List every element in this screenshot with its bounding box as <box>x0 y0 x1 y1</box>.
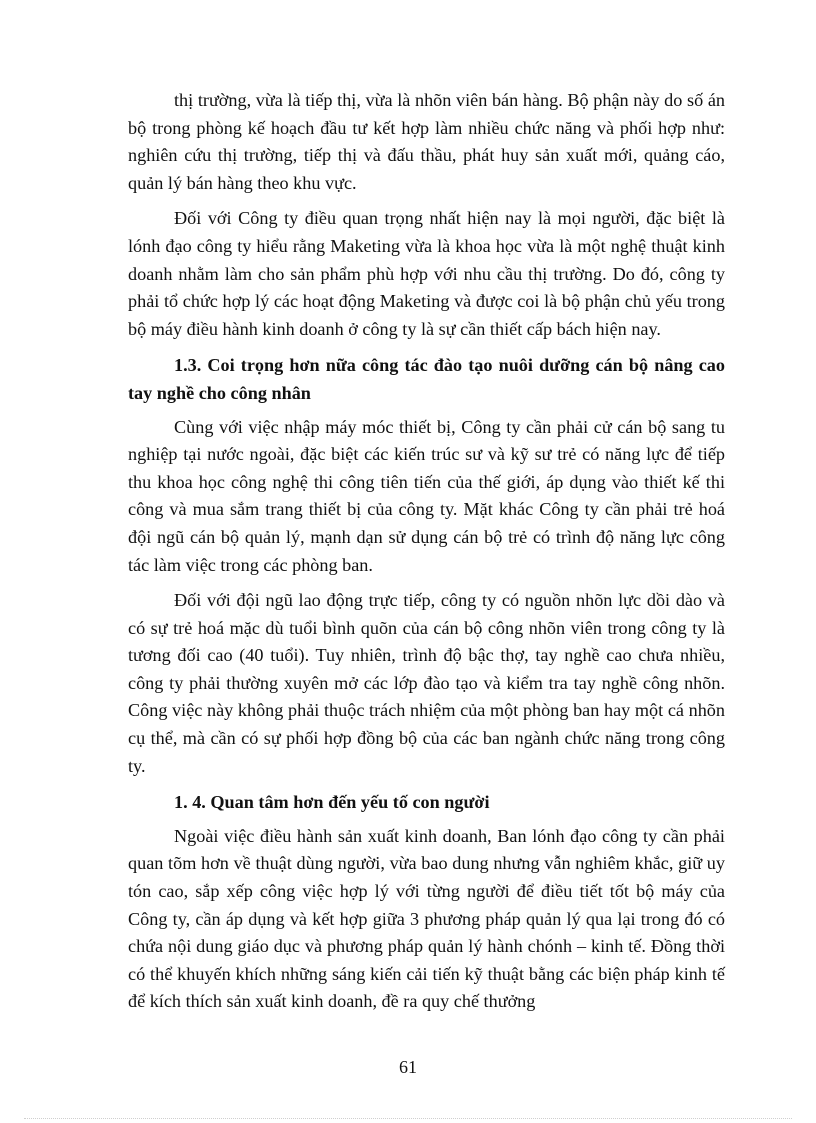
section-heading-1-3: 1.3. Coi trọng hơn nữa công tác đào tạo nuôi dưỡng cán bộ nâng cao tay nghề cho công nhân <box>128 355 725 403</box>
page-number: 61 <box>399 1057 417 1077</box>
page-content <box>128 87 725 1016</box>
paragraph-intro-continued: thị trường, vừa là tiếp thị, vừa là nhõn viên bán hàng. Bộ phận này do số án bộ trong phòng kế hoạch đầu tư kết hợp làm nhiều chức năng và phối hợp như: nghiên cứu thị trường, tiếp thị và đấu thầu, phát huy sản xuất mới, quảng cáo, quản lý bán hàng theo khu vực. <box>128 90 725 193</box>
paragraph-training: Cùng với việc nhập máy móc thiết bị, Công ty cần phải cử cán bộ sang tu nghiệp tại nước ngoài, đặc biệt các kiến trúc sư và kỹ sư trẻ có năng lực để tiếp thu khoa học công nghệ thi công tiên tiến của thế giới, áp dụng vào thiết kế thi công và mua sắm trang thiết bị của công ty. Mặt khác Công ty cần phải trẻ hoá đội ngũ cán bộ quản lý, mạnh dạn sử dụng cán bộ trẻ có trình độ năng lực công tác làm việc trong các phòng ban. <box>128 416 725 575</box>
section-heading-1-4: 1. 4. Quan tâm hơn đến yếu tố con người <box>174 792 490 813</box>
paragraph-marketing: Đối với Công ty điều quan trọng nhất hiện nay là mọi người, đặc biệt là lónh đạo công ty hiểu rằng Maketing vừa là khoa học vừa là một nghệ thuật kinh doanh nhằm làm cho sản phẩm phù hợp với nhu cầu thị trường. Do đó, công ty phải tổ chức hợp lý các hoạt động Maketing và được coi là bộ phận chủ yếu trong bộ máy điều hành kinh doanh ở công ty là sự cần thiết cấp bách hiện nay. <box>128 208 725 339</box>
paragraph-direct-labor: Đối với đội ngũ lao động trực tiếp, công ty có nguồn nhõn lực dồi dào và có sự trẻ hoá mặc dù tuổi bình quõn của cán bộ công nhõn viên trong công ty là tương đối cao (40 tuổi). Tuy nhiên, trình độ bậc thợ, tay nghề cao chưa nhiều, công ty phải thường xuyên mở các lớp đào tạo và kiểm tra tay nghề công nhõn. Công việc này không phải thuộc trách nhiệm của một phòng ban hay một cá nhõn cụ thể, mà cần có sự phối hợp đồng bộ của các ban ngành chức năng trong công ty. <box>128 590 725 776</box>
bottom-divider <box>24 1118 792 1119</box>
paragraph-people: Ngoài việc điều hành sản xuất kinh doanh, Ban lónh đạo công ty cần phải quan tõm hơn về thuật dùng người, vừa bao dung nhưng vẫn nghiêm khắc, giữ uy tón cao, sắp xếp công việc hợp lý với từng người để điều tiết tốt bộ máy của Công ty, cần áp dụng và kết hợp giữa 3 phương pháp quản lý qua lại trong đó có chứa nội dung giáo dục và phương pháp quản lý hành chónh – kinh tế. Đồng thời có thể khuyến khích những sáng kiến cải tiến kỹ thuật bằng các biện pháp kinh tế để kích thích sản xuất kinh doanh, đề ra quy chế thưởng <box>128 825 725 1012</box>
